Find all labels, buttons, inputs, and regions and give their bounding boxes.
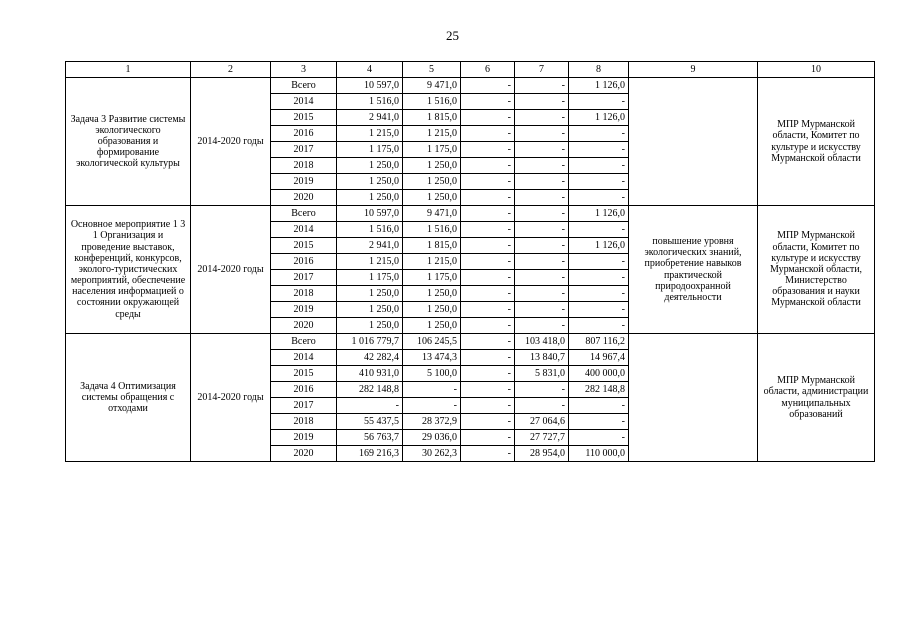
funding-value: - — [515, 222, 569, 238]
funding-value: 1 215,0 — [403, 254, 461, 270]
funding-value: - — [515, 78, 569, 94]
row-period: 2016 — [271, 382, 337, 398]
column-number: 9 — [629, 62, 758, 78]
funding-value: - — [403, 398, 461, 414]
row-period: 2016 — [271, 126, 337, 142]
funding-value: - — [569, 318, 629, 334]
funding-value: - — [461, 286, 515, 302]
funding-value: 28 954,0 — [515, 446, 569, 462]
funding-value: 14 967,4 — [569, 350, 629, 366]
funding-value: - — [515, 190, 569, 206]
column-number-row — [66, 62, 875, 78]
row-period: 2018 — [271, 158, 337, 174]
funding-value: - — [569, 174, 629, 190]
row-period: 2018 — [271, 414, 337, 430]
funding-value: 27 727,7 — [515, 430, 569, 446]
funding-value: - — [515, 158, 569, 174]
funding-value: - — [337, 398, 403, 414]
funding-value: 5 100,0 — [403, 366, 461, 382]
funding-value: 282 148,8 — [337, 382, 403, 398]
column-number: 4 — [337, 62, 403, 78]
funding-value: - — [461, 174, 515, 190]
funding-value: - — [461, 142, 515, 158]
funding-value: - — [461, 334, 515, 350]
funding-value: 1 250,0 — [403, 318, 461, 334]
funding-value: 410 931,0 — [337, 366, 403, 382]
row-period: 2016 — [271, 254, 337, 270]
funding-value: - — [461, 398, 515, 414]
funding-value: - — [461, 430, 515, 446]
funding-value: - — [569, 126, 629, 142]
funding-value: 10 597,0 — [337, 206, 403, 222]
row-period: 2018 — [271, 286, 337, 302]
column-number: 8 — [569, 62, 629, 78]
funding-value: 103 418,0 — [515, 334, 569, 350]
page-number: 25 — [446, 28, 459, 43]
row-period: Всего — [271, 206, 337, 222]
funding-value: 5 831,0 — [515, 366, 569, 382]
task-years: 2014-2020 годы — [191, 334, 271, 462]
funding-value: 1 250,0 — [403, 174, 461, 190]
task-years: 2014-2020 годы — [191, 78, 271, 206]
column-number: 6 — [461, 62, 515, 78]
funding-value: 1 250,0 — [403, 302, 461, 318]
funding-value: 1 250,0 — [337, 190, 403, 206]
row-period: 2020 — [271, 446, 337, 462]
funding-value: 1 126,0 — [569, 238, 629, 254]
funding-value: - — [461, 414, 515, 430]
funding-value: - — [461, 302, 515, 318]
funding-value: 56 763,7 — [337, 430, 403, 446]
column-number: 7 — [515, 62, 569, 78]
funding-value: 9 471,0 — [403, 206, 461, 222]
row-period: 2015 — [271, 366, 337, 382]
funding-value: 1 250,0 — [403, 190, 461, 206]
funding-value: 55 437,5 — [337, 414, 403, 430]
funding-value: 110 000,0 — [569, 446, 629, 462]
funding-value: 1 126,0 — [569, 78, 629, 94]
funding-value: - — [461, 158, 515, 174]
funding-value: - — [461, 366, 515, 382]
table-row — [66, 78, 875, 94]
funding-value: 30 262,3 — [403, 446, 461, 462]
funding-value: 29 036,0 — [403, 430, 461, 446]
expected-result — [629, 78, 758, 206]
row-period: 2015 — [271, 110, 337, 126]
funding-value: - — [515, 270, 569, 286]
row-period: 2017 — [271, 142, 337, 158]
funding-value: - — [461, 110, 515, 126]
funding-value: 1 016 779,7 — [337, 334, 403, 350]
funding-value: - — [569, 286, 629, 302]
funding-value: 282 148,8 — [569, 382, 629, 398]
funding-value: - — [569, 94, 629, 110]
funding-value: - — [515, 174, 569, 190]
funding-value: - — [515, 142, 569, 158]
column-number: 10 — [758, 62, 875, 78]
row-period: 2014 — [271, 222, 337, 238]
funding-value: 1 175,0 — [403, 142, 461, 158]
funding-value: - — [569, 254, 629, 270]
responsible-executor: МПР Мурманской области, Комитет по культуре и искусству Мурманской области — [758, 78, 875, 206]
funding-value: - — [569, 302, 629, 318]
column-number: 5 — [403, 62, 461, 78]
funding-value: 1 250,0 — [337, 174, 403, 190]
funding-value: 13 474,3 — [403, 350, 461, 366]
task-years: 2014-2020 годы — [191, 206, 271, 334]
funding-value: - — [569, 270, 629, 286]
funding-value: 1 250,0 — [337, 286, 403, 302]
funding-value: - — [461, 318, 515, 334]
funding-value: - — [461, 270, 515, 286]
funding-value: 1 126,0 — [569, 110, 629, 126]
funding-value: - — [515, 382, 569, 398]
funding-value: - — [461, 238, 515, 254]
funding-value: 1 175,0 — [337, 142, 403, 158]
funding-value: - — [515, 398, 569, 414]
column-number: 1 — [66, 62, 191, 78]
funding-value: - — [569, 222, 629, 238]
funding-value: 1 250,0 — [337, 302, 403, 318]
funding-value: 28 372,9 — [403, 414, 461, 430]
row-period: 2020 — [271, 318, 337, 334]
task-name: Задача 4 Оптимизация системы обращения с отходами — [66, 334, 191, 462]
funding-value: - — [515, 94, 569, 110]
funding-value: - — [515, 318, 569, 334]
funding-value: 9 471,0 — [403, 78, 461, 94]
funding-value: 1 215,0 — [403, 126, 461, 142]
funding-value: 42 282,4 — [337, 350, 403, 366]
funding-value: 10 597,0 — [337, 78, 403, 94]
row-period: Всего — [271, 334, 337, 350]
funding-value: - — [515, 238, 569, 254]
funding-value: 807 116,2 — [569, 334, 629, 350]
funding-value: 1 215,0 — [337, 126, 403, 142]
funding-value: - — [461, 206, 515, 222]
funding-value: - — [461, 222, 515, 238]
row-period: 2019 — [271, 430, 337, 446]
table-row — [66, 206, 875, 222]
funding-value: 400 000,0 — [569, 366, 629, 382]
funding-value: 1 215,0 — [337, 254, 403, 270]
row-period: Всего — [271, 78, 337, 94]
funding-value: 1 516,0 — [403, 222, 461, 238]
funding-value: 1 250,0 — [337, 318, 403, 334]
funding-value: - — [515, 254, 569, 270]
funding-value: 1 175,0 — [337, 270, 403, 286]
funding-value: - — [515, 126, 569, 142]
row-period: 2019 — [271, 302, 337, 318]
row-period: 2015 — [271, 238, 337, 254]
funding-value: 27 064,6 — [515, 414, 569, 430]
funding-value: - — [461, 190, 515, 206]
funding-value: - — [461, 126, 515, 142]
task-name: Задача 3 Развитие системы экологического образования и формирование экологической культуры — [66, 78, 191, 206]
row-period: 2014 — [271, 94, 337, 110]
row-period: 2020 — [271, 190, 337, 206]
column-number: 3 — [271, 62, 337, 78]
row-period: 2019 — [271, 174, 337, 190]
funding-value: - — [569, 398, 629, 414]
funding-value: 106 245,5 — [403, 334, 461, 350]
row-period: 2014 — [271, 350, 337, 366]
funding-value: - — [515, 286, 569, 302]
funding-value: 13 840,7 — [515, 350, 569, 366]
table-row — [66, 334, 875, 350]
funding-value: 1 815,0 — [403, 238, 461, 254]
funding-value: - — [403, 382, 461, 398]
program-table — [65, 61, 875, 462]
funding-value: 169 216,3 — [337, 446, 403, 462]
funding-value: 1 815,0 — [403, 110, 461, 126]
funding-value: - — [569, 158, 629, 174]
responsible-executor: МПР Мурманской области, администрации муниципальных образований — [758, 334, 875, 462]
expected-result: повышение уровня экологических знаний, приобретение навыков практической природоохранной деятельности — [629, 206, 758, 334]
funding-value: 1 250,0 — [337, 158, 403, 174]
expected-result — [629, 334, 758, 462]
funding-value: - — [461, 78, 515, 94]
task-name: Основное мероприятие 1 3 1 Организация и проведение выставок, конференций, конкурсов, эколого-туристических мероприятий, обеспечение населения информацией о состоянии окружающей среды — [66, 206, 191, 334]
funding-value: 1 175,0 — [403, 270, 461, 286]
funding-value: 1 516,0 — [337, 222, 403, 238]
funding-value: 2 941,0 — [337, 110, 403, 126]
funding-value: - — [461, 446, 515, 462]
column-number: 2 — [191, 62, 271, 78]
responsible-executor: МПР Мурманской области, Комитет по культуре и искусству Мурманской области, Министерство образования и науки Мурманской области — [758, 206, 875, 334]
funding-value: - — [461, 350, 515, 366]
funding-value: - — [461, 382, 515, 398]
funding-value: 1 516,0 — [403, 94, 461, 110]
funding-value: - — [569, 414, 629, 430]
row-period: 2017 — [271, 270, 337, 286]
funding-value: - — [515, 302, 569, 318]
funding-value: - — [515, 110, 569, 126]
row-period: 2017 — [271, 398, 337, 414]
funding-value: - — [569, 142, 629, 158]
funding-value: - — [569, 190, 629, 206]
funding-value: 1 516,0 — [337, 94, 403, 110]
funding-value: 1 250,0 — [403, 286, 461, 302]
funding-value: 2 941,0 — [337, 238, 403, 254]
funding-value: - — [461, 254, 515, 270]
funding-value: 1 126,0 — [569, 206, 629, 222]
funding-value: - — [515, 206, 569, 222]
funding-value: - — [569, 430, 629, 446]
funding-value: - — [461, 94, 515, 110]
funding-value: 1 250,0 — [403, 158, 461, 174]
